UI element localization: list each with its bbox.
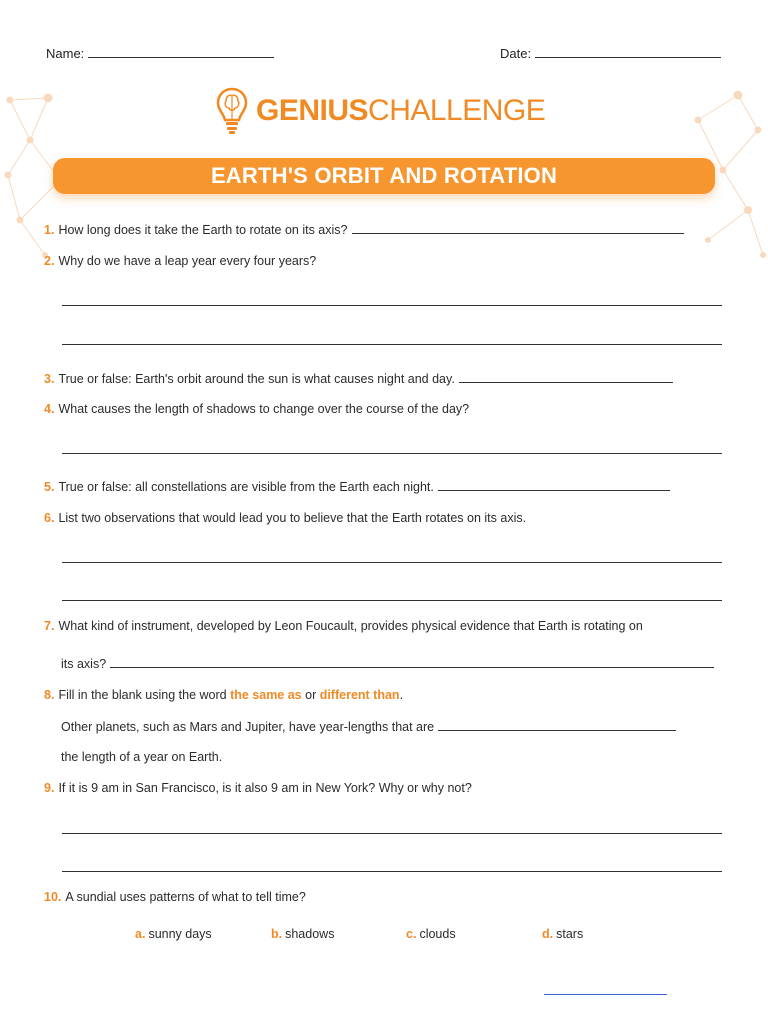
question-9: 9. If it is 9 am in San Francisco, is it also 9 am in New York? Why or why not? bbox=[44, 781, 472, 795]
question-8-line-2: Other planets, such as Mars and Jupiter, have year-lengths that are bbox=[61, 720, 676, 734]
question-4: 4. What causes the length of shadows to change over the course of the day? bbox=[44, 402, 470, 416]
question-2: 2. Why do we have a leap year every four years? bbox=[44, 254, 317, 268]
date-blank[interactable] bbox=[535, 46, 721, 58]
choice-d[interactable]: d. stars bbox=[542, 927, 584, 941]
question-1: 1. How long does it take the Earth to rotate on its axis? bbox=[44, 223, 684, 237]
question-5: 5. True or false: all constellations are visible from the Earth each night. bbox=[44, 480, 670, 494]
answer-line-2b[interactable] bbox=[62, 344, 722, 345]
answer-line-9a[interactable] bbox=[62, 833, 722, 834]
answer-blank-8[interactable] bbox=[438, 720, 676, 731]
brand-name: GENIUSCHALLENGE bbox=[256, 94, 546, 127]
lightbulb-brain-icon bbox=[216, 87, 248, 135]
answer-line-9b[interactable] bbox=[62, 871, 722, 872]
question-3: 3. True or false: Earth's orbit around the sun is what causes night and day. bbox=[44, 372, 673, 386]
choice-c[interactable]: c. clouds bbox=[406, 927, 456, 941]
question-8-line-3: the length of a year on Earth. bbox=[61, 750, 223, 764]
name-field[interactable] bbox=[46, 46, 274, 61]
question-8: 8. Fill in the blank using the word the same as or different than. bbox=[44, 688, 404, 702]
genius-challenge-logo bbox=[216, 86, 545, 136]
choice-a[interactable]: a. sunny days bbox=[135, 927, 212, 941]
answer-blank-1[interactable] bbox=[352, 223, 684, 234]
question-7-continuation: its axis? bbox=[61, 657, 714, 671]
footer-link-underline[interactable] bbox=[544, 994, 667, 995]
name-label: Name: bbox=[46, 46, 85, 61]
answer-line-6b[interactable] bbox=[62, 600, 722, 601]
answer-line-4[interactable] bbox=[62, 453, 722, 454]
answer-blank-5[interactable] bbox=[438, 480, 670, 491]
answer-blank-3[interactable] bbox=[459, 372, 673, 383]
answer-blank-7[interactable] bbox=[110, 657, 714, 668]
question-7: 7. What kind of instrument, developed by Leon Foucault, provides physical evidence that Earth is rotating on bbox=[44, 619, 643, 633]
answer-line-2a[interactable] bbox=[62, 305, 722, 306]
date-field[interactable] bbox=[500, 46, 721, 61]
question-6: 6. List two observations that would lead you to believe that the Earth rotates on its axis. bbox=[44, 511, 527, 525]
choice-b[interactable]: b. shadows bbox=[271, 927, 335, 941]
name-blank[interactable] bbox=[88, 46, 274, 58]
question-10: 10. A sundial uses patterns of what to tell time? bbox=[44, 890, 306, 904]
title-banner bbox=[53, 158, 715, 194]
answer-line-6a[interactable] bbox=[62, 562, 722, 563]
worksheet-title: EARTH'S ORBIT AND ROTATION bbox=[210, 163, 558, 188]
date-label: Date: bbox=[500, 46, 532, 61]
